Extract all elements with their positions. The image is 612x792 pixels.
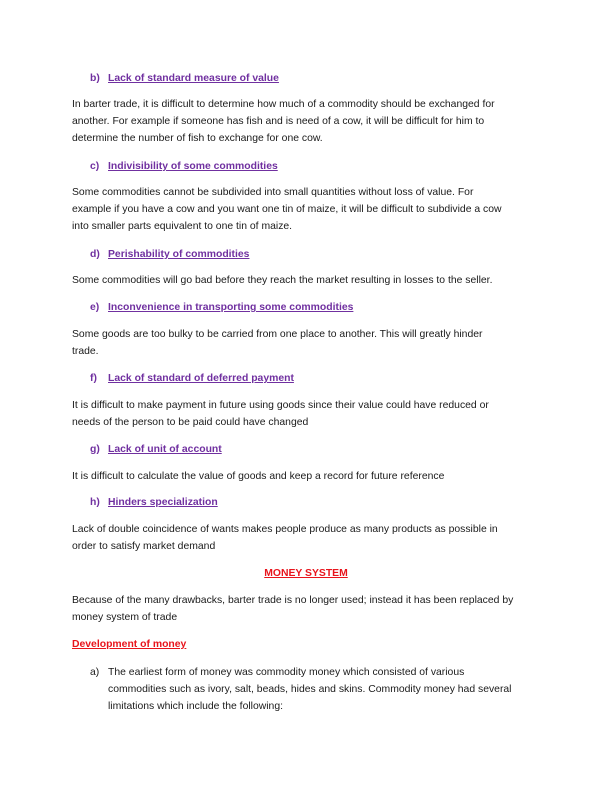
section-heading <box>90 248 249 262</box>
paragraph-line: trade. <box>72 346 99 357</box>
section-heading <box>90 72 279 86</box>
heading-label: e) <box>90 302 100 313</box>
heading-label: d) <box>90 249 100 260</box>
heading-label: c) <box>90 161 100 172</box>
section-heading <box>90 372 294 386</box>
heading-title: Lack of unit of account <box>108 444 222 455</box>
section-heading <box>90 301 353 315</box>
list-item-line: limitations which include the following: <box>108 701 283 712</box>
list-item-line: commodities such as ivory, salt, beads, hides and skins. Commodity money had several <box>108 684 512 695</box>
heading-label: h) <box>90 497 100 508</box>
paragraph-line: Some commodities cannot be subdivided into small quantities without loss of value. For <box>72 187 474 198</box>
paragraph-line: Lack of double coincidence of wants makes people produce as many products as possible in <box>72 524 498 535</box>
paragraph-line: money system of trade <box>72 612 178 623</box>
paragraph-line: example if you have a cow and you want one tin of maize, it will be difficult to subdivide a cow <box>72 204 502 215</box>
paragraph-line: Some commodities will go bad before they reach the market resulting in losses to the seller. <box>72 275 493 286</box>
paragraph-line: Some goods are too bulky to be carried from one place to another. This will greatly hinder <box>72 329 483 340</box>
paragraph-line: It is difficult to make payment in future using goods since their value could have reduced or <box>72 400 489 411</box>
section-heading <box>90 496 218 510</box>
paragraph-line: needs of the person to be paid could have changed <box>72 417 309 428</box>
heading-title: Indivisibility of some commodities <box>108 161 278 172</box>
list-item-line: The earliest form of money was commodity money which consisted of various <box>108 667 465 678</box>
paragraph-line: another. For example if someone has fish and is need of a cow, it will be difficult for him to <box>72 116 485 127</box>
list-item-label: a) <box>90 667 100 678</box>
money-system-heading: MONEY SYSTEM <box>264 568 348 579</box>
section-heading <box>90 443 222 457</box>
heading-label: f) <box>90 373 97 384</box>
paragraph-line: It is difficult to calculate the value of goods and keep a record for future reference <box>72 471 445 482</box>
heading-title: Perishability of commodities <box>108 249 250 260</box>
heading-label: b) <box>90 73 100 84</box>
paragraph-line: determine the number of fish to exchange for one cow. <box>72 133 323 144</box>
development-of-money-heading: Development of money <box>72 639 187 650</box>
paragraph-line: into smaller parts equivalent to one tin of maize. <box>72 221 293 232</box>
heading-title: Hinders specialization <box>108 497 218 508</box>
heading-title: Inconvenience in transporting some commodities <box>108 302 354 313</box>
paragraph-line: Because of the many drawbacks, barter trade is no longer used; instead it has been replaced by <box>72 595 514 606</box>
section-heading <box>90 160 278 174</box>
heading-title: Lack of standard measure of value <box>108 73 279 84</box>
paragraph-line: order to satisfy market demand <box>72 541 216 552</box>
heading-label: g) <box>90 444 100 455</box>
heading-title: Lack of standard of deferred payment <box>108 373 294 384</box>
paragraph-line: In barter trade, it is difficult to determine how much of a commodity should be exchanged for <box>72 99 495 110</box>
